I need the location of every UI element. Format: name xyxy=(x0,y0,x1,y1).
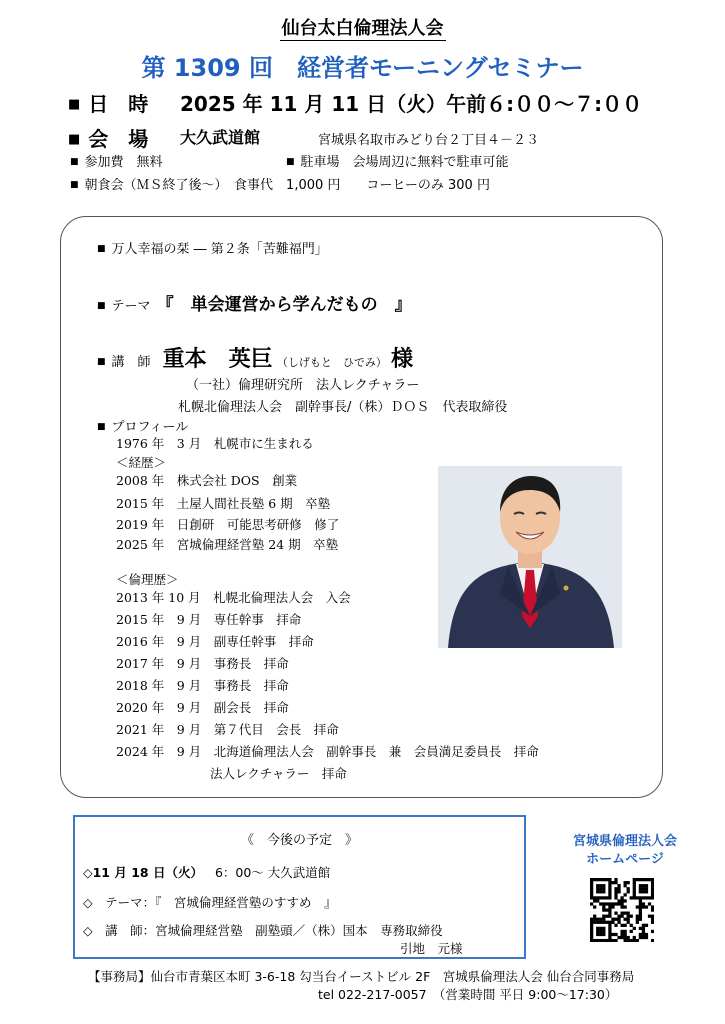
speaker-row xyxy=(97,342,413,373)
profile-label: プロフィール xyxy=(111,420,189,435)
theme-row xyxy=(97,290,412,315)
square-bullet-icon: ■ xyxy=(68,97,81,112)
ethics-item: 2016 年 9 月 副専任幹事 拝命 xyxy=(116,634,314,649)
schedule-theme: ◇ テーマ：『 宮城倫理経営塾のすすめ 』 xyxy=(83,895,337,910)
schedule-speaker-name: 引地 元様 xyxy=(400,941,463,956)
schedule-speaker: ◇ 講 師：宮城倫理経営塾 副塾頭／（株）国本 専務取締役 xyxy=(83,923,443,938)
square-bullet-icon: ■ xyxy=(286,157,295,167)
parking-row xyxy=(286,151,509,170)
ethics-item: 2013 年 10 月 札幌北倫理法人会 入会 xyxy=(116,590,351,605)
schedule-date-row xyxy=(83,863,330,881)
ethics-item: 2024 年 9 月 北海道倫理法人会 副幹事長 兼 会員満足委員長 拝命 xyxy=(116,744,539,759)
date-value: 2025 年 11 月 11 日（火）午前６:００～７:００ xyxy=(180,92,643,116)
square-bullet-icon: ■ xyxy=(68,132,81,147)
article-row xyxy=(97,238,328,257)
speaker-photo xyxy=(438,466,622,648)
parking-value: 会場周辺に無料で駐車可能 xyxy=(352,155,509,170)
speaker-affiliation-2: 札幌北倫理法人会 副幹事長/（株）ＤＯＳ 代表取締役 xyxy=(178,400,508,415)
schedule-time-place: 6：00～ 大久武道館 xyxy=(214,865,331,880)
ethics-item: 2015 年 9 月 専任幹事 拝命 xyxy=(116,612,302,627)
profile-birth: 1976 年 3 月 札幌市に生まれる xyxy=(116,436,314,451)
date-label: 日 時 xyxy=(88,92,149,116)
upcoming-schedule-box xyxy=(73,815,526,959)
career-item: 2025 年 宮城倫理経営塾 24 期 卒塾 xyxy=(116,537,339,552)
career-item: 2008 年 株式会社 DOS 創業 xyxy=(116,473,298,488)
parking-label: 駐車場 xyxy=(300,155,340,170)
seminar-title: 第 1309 回 経営者モーニングセミナー xyxy=(141,54,584,82)
career-heading: ＜経歴＞ xyxy=(116,455,167,470)
ethics-item: 2020 年 9 月 副会長 拝命 xyxy=(116,700,289,715)
square-bullet-icon: ■ xyxy=(97,357,106,367)
career-item: 2015 年 土屋人間社長塾 6 期 卒塾 xyxy=(116,496,331,511)
square-bullet-icon: ■ xyxy=(70,180,79,190)
schedule-date: ◇11 月 18 日（火） xyxy=(83,865,203,880)
venue-row xyxy=(68,123,148,152)
homepage-line-1: 宮城県倫理法人会 xyxy=(572,834,677,849)
speaker-affiliation-1: （一社）倫理研究所 法人レクチャラー xyxy=(186,378,420,393)
breakfast-value: 食事代 1,000 円 コーヒーのみ 300 円 xyxy=(234,178,490,193)
square-bullet-icon: ■ xyxy=(97,422,106,432)
fee-label: 参加費 xyxy=(84,155,124,170)
square-bullet-icon: ■ xyxy=(70,157,79,167)
square-bullet-icon: ■ xyxy=(97,244,106,254)
ethics-heading: ＜倫理歴＞ xyxy=(116,572,179,587)
speaker-kana: （しげもと ひでみ） xyxy=(276,356,387,369)
footer-tel: tel 022-217-0057 （営業時間 平日 9:00～17:30） xyxy=(318,987,618,1002)
organization-title xyxy=(0,14,725,40)
venue-label: 会 場 xyxy=(88,127,149,151)
theme-label: テーマ xyxy=(111,299,151,314)
organization-name: 仙台太白倫理法人会 xyxy=(281,18,444,39)
homepage-link[interactable] xyxy=(545,833,705,869)
breakfast-row xyxy=(70,174,490,193)
speaker-name: 重本 英巨 xyxy=(162,347,273,372)
ethics-item: 2021 年 9 月 第７代目 会長 拝命 xyxy=(116,722,339,737)
speaker-honorific: 様 xyxy=(390,347,413,372)
profile-row xyxy=(97,416,188,435)
fee-value: 無料 xyxy=(136,155,163,170)
fee-row xyxy=(70,151,163,170)
ethics-item: 2018 年 9 月 事務長 拝命 xyxy=(116,678,289,693)
venue-address: 宮城県名取市みどり台２丁目４－２３ xyxy=(318,133,540,148)
theme-value: 『 単会運営から学んだもの 』 xyxy=(156,295,412,315)
career-item: 2019 年 日創研 可能思考研修 修了 xyxy=(116,517,340,532)
schedule-title: 《 今後の予定 》 xyxy=(240,833,358,848)
footer-office: 【事務局】仙台市青葉区本町 3-6-18 勾当台イーストビル 2F 宮城県倫理法人会 仙台合同事務局 xyxy=(88,969,635,984)
square-bullet-icon: ■ xyxy=(97,301,106,311)
date-row xyxy=(68,88,148,117)
ethics-item-continued: 法人レクチャラー 拝命 xyxy=(210,766,347,781)
ethics-item: 2017 年 9 月 事務長 拝命 xyxy=(116,656,289,671)
venue-value: 大久武道館 xyxy=(180,128,261,147)
article-text: 万人幸福の栞 ― 第２条「苦難福門」 xyxy=(111,242,328,257)
qr-code-icon[interactable] xyxy=(590,878,654,942)
breakfast-label: 朝食会（ＭＳ終了後～） xyxy=(84,178,222,193)
speaker-label: 講 師 xyxy=(111,355,151,370)
homepage-line-2: ホームページ xyxy=(586,852,664,867)
